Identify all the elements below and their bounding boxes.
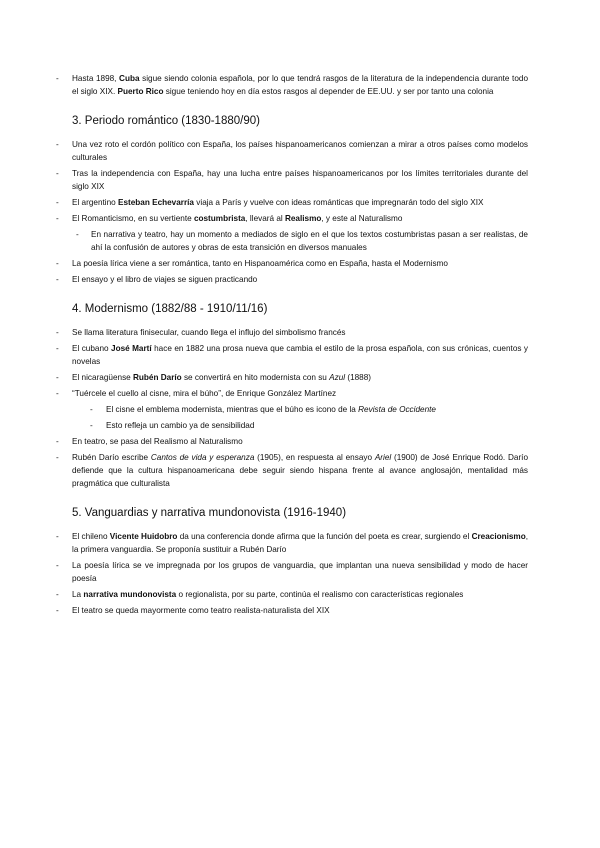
text-segment: Rubén Darío escribe	[72, 453, 151, 462]
list-item	[56, 435, 528, 448]
list-item	[56, 257, 528, 270]
list-item	[56, 387, 528, 400]
bold-text: Puerto Rico	[117, 87, 164, 96]
text-segment: El teatro se queda mayormente como teatro realista-naturalista del XIX	[72, 606, 330, 615]
document-content	[56, 72, 528, 620]
text-segment: El nicaragüense	[72, 373, 133, 382]
text-segment: El ensayo y el libro de viajes se siguen practicando	[72, 275, 258, 284]
section-0	[56, 72, 528, 98]
text-segment: viaja a París y vuelve con ideas románticas que impregnarán todo del siglo XIX	[194, 198, 484, 207]
text-segment: Una vez roto el cordón político con España, los países hispanoamericanos comienzan a mirar a otros países como modelos culturales	[72, 140, 528, 162]
text-segment: El chileno	[72, 532, 110, 541]
text-segment: La poesía lírica viene a ser romántica, tanto en Hispanoamérica como en España, hasta el Modernismo	[72, 259, 448, 268]
text-segment: , y este al Naturalismo	[321, 214, 403, 223]
italic-text: Revista de Occidente	[358, 405, 436, 414]
text-segment: En teatro, se pasa del Realismo al Naturalismo	[72, 437, 243, 446]
list-item	[90, 403, 528, 416]
list-item	[56, 588, 528, 601]
text-segment: sigue teniendo hoy en día estos rasgos al depender de EE.UU. y ser por tanto una colonia	[163, 87, 494, 96]
text-segment: La poesía lírica se ve impregnada por los grupos de vanguardia, que implantan una nueva sensibilidad y modo de hacer poesía	[72, 561, 528, 583]
text-segment: Tras la independencia con España, hay una lucha entre países hispanoamericanos por los límites territoriales durante del siglo XIX	[72, 169, 528, 191]
bold-text: Creacionismo	[471, 532, 526, 541]
list-item	[90, 419, 528, 432]
list-item	[56, 530, 528, 556]
text-segment: El cubano	[72, 344, 112, 353]
text-segment: (1900) de José Enrique Rodó. Darío defiende que la cultura hispanoamericana debe seguir siendo hispana frente al avance anglosajón, mentalidad más pragmática que culturalista	[72, 453, 529, 488]
list-item	[76, 228, 528, 254]
italic-text: Azul	[329, 373, 346, 382]
text-segment: Se llama literatura finisecular, cuando llega el influjo del simbolismo francés	[72, 328, 346, 337]
section-1	[56, 114, 528, 286]
text-segment: (1888)	[345, 373, 372, 382]
list-item	[56, 72, 528, 98]
text-segment: se convertirá en hito modernista con su	[181, 373, 330, 382]
text-segment: Esto refleja un cambio ya de sensibilidad	[106, 421, 255, 430]
list-item	[56, 604, 528, 617]
section-2	[56, 302, 528, 490]
text-segment: , la primera vanguardia. Se proponía sustituir a Rubén Darío	[72, 532, 528, 554]
list-item	[56, 371, 528, 384]
list-item	[56, 451, 528, 490]
text-segment: o regionalista, por su parte, continúa el realismo con características regionales	[176, 590, 464, 599]
bold-text: Vicente Huidobro	[109, 532, 178, 541]
text-segment: sigue siendo colonia española, por lo que tendrá rasgos de la literatura de la independencia durante todo el siglo XIX.	[72, 74, 528, 96]
list-item	[56, 167, 528, 193]
section-3	[56, 506, 528, 617]
bold-text: costumbrista	[193, 214, 246, 223]
section-heading: 5. Vanguardias y narrativa mundonovista (1916-1940)	[72, 507, 347, 519]
section-heading: 4. Modernismo (1882/88 - 1910/11/16)	[72, 303, 268, 315]
text-segment: El cisne el emblema modernista, mientras que el búho es icono de la	[106, 405, 359, 414]
text-segment: (1905), en respuesta al ensayo	[254, 453, 375, 462]
bold-text: Esteban Echevarría	[117, 198, 194, 207]
bold-text: Rubén Darío	[133, 373, 182, 382]
text-segment: “Tuércele el cuello al cisne, mira el búho”, de Enrique González Martínez	[72, 389, 337, 398]
list-item	[56, 559, 528, 585]
text-segment: , llevará al	[245, 214, 285, 223]
list-item	[56, 273, 528, 286]
italic-text: Cantos de vida y esperanza	[150, 453, 255, 462]
bold-text: Cuba	[119, 74, 140, 83]
text-segment: El argentino	[72, 198, 118, 207]
list-item	[56, 326, 528, 339]
text-segment: Hasta 1898,	[72, 74, 120, 83]
text-segment: da una conferencia donde afirma que la función del poeta es crear, surgiendo el	[177, 532, 472, 541]
list-item	[56, 212, 528, 225]
bold-text: Realismo	[284, 214, 322, 223]
list-item	[56, 196, 528, 209]
text-segment: hace en 1882 una prosa nueva que cambia el estilo de la prosa española, con sus crónicas, cuentos y novelas	[72, 344, 528, 366]
text-segment: En narrativa y teatro, hay un momento a mediados de siglo en el que los textos costumbristas pasan a ser realistas, de ahí la confusión de autores y obras de esta transición en diversos manuales	[91, 230, 528, 252]
list-item	[56, 342, 528, 368]
list-item	[56, 138, 528, 164]
italic-text: Ariel	[374, 453, 392, 462]
section-heading: 3. Periodo romántico (1830-1880/90)	[72, 115, 260, 127]
text-segment: La	[72, 590, 84, 599]
text-segment: El Romanticismo, en su vertiente	[72, 214, 194, 223]
bold-text: narrativa mundonovista	[83, 590, 177, 599]
bold-text: José Martí	[111, 344, 152, 353]
